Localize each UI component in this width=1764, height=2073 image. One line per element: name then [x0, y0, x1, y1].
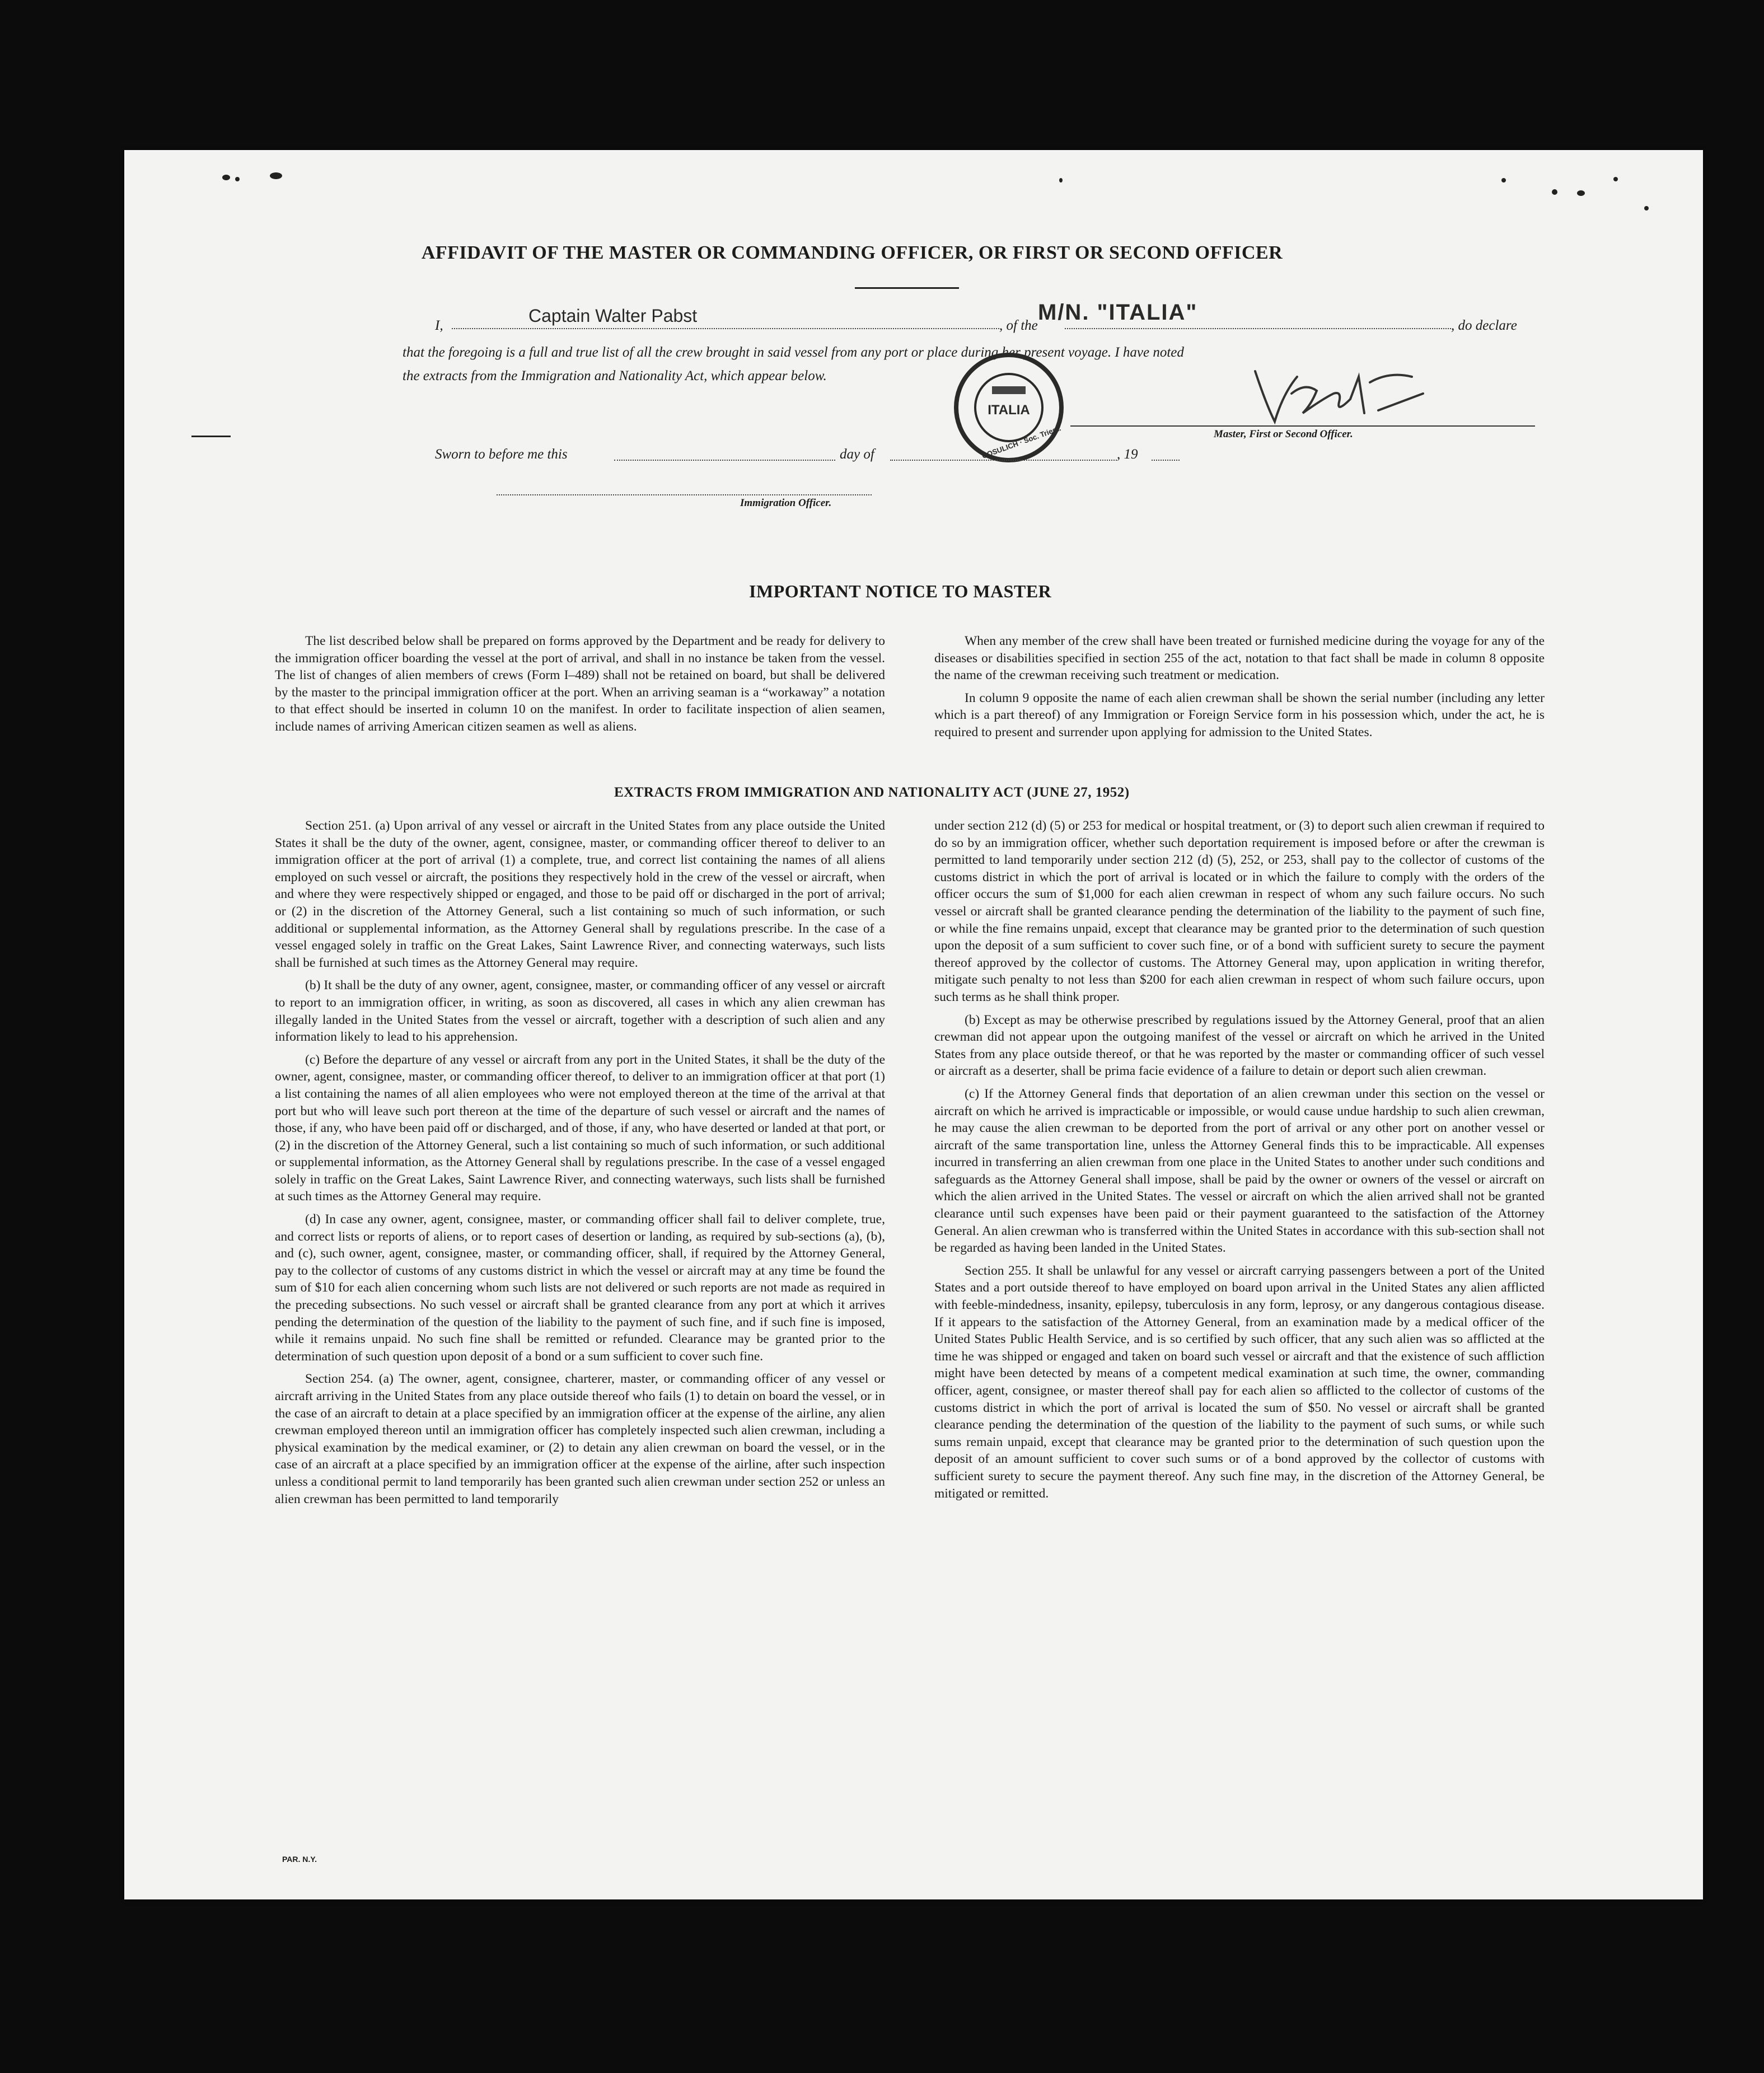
section-255: Section 255. It shall be unlawful for any vessel or aircraft carrying passengers between a port of the United States and a port outside thereof to have employed on board upon arrival in the United States any alien afflicted with feeble-mindedness, insanity, epilepsy, tuberculosis in any form, leprosy, or any dangerous contagious disease. If it appears to the satisfaction of the Attorney General, from an examination made by a medical officer of the United States Public Health Service, and is so certified by such officer, that any such alien was so afflicted at the time he was shipped or engaged and taken on board such vessel or aircraft and that the existence of such affliction might have been detected by means of a competent medical examination at such time, the owner, commanding officer, agent, consignee, or master thereof shall pay for each alien so afflicted to the collector of customs of the customs district in which the port of arrival is located the sum of $50. No vessel or aircraft shall be granted clearance pending the determination of the question of the liability to the payment of such sums, or while such sums remain unpaid, except that clearance may be granted prior to the determination of such question upon the deposit of an amount sufficient to cover such sums or of a bond approved by the collector of customs with sufficient surety to secure the payment thereof. Any such fine may, in the discretion of the Attorney General, be mitigated or remitted. [934, 1263, 1545, 1501]
of-the-label: , of the [999, 318, 1038, 333]
section-254-c: (c) If the Attorney General finds that deportation of an alien crewman under this section on the vessel or aircraft on which he arrived is impracticable or impossible, or would cause undue hardship to such alien crewman, he may cause the alien crewman to be deported from the port of arrival or any other port on another vessel or aircraft of the same transportation line, unless the Attorney General finds this to be impracticable. All expenses incurred in transferring an alien crewman from one place in the United States to another under such conditions and safeguards as the Attorney General shall impose, shall be paid by the owner or owners of the vessel or aircraft on which the alien arrived in the United States. The vessel or aircraft on which the alien arrived shall not be granted clearance until such expenses have been paid or their payment guaranteed to the satisfaction of the Attorney General. An alien crewman who is transferred within the United States in accordance with this sub-section shall not be regarded as having been landed in the United States. [934, 1086, 1545, 1256]
scan-speck [222, 175, 230, 180]
year-blank [1152, 460, 1180, 461]
scan-speck [1552, 189, 1557, 195]
sworn-label: Sworn to before me this [435, 447, 568, 462]
declare-label: , do declare [1451, 318, 1517, 333]
extracts-left-column [275, 817, 885, 1513]
extracts-title: EXTRACTS FROM IMMIGRATION AND NATIONALITY ACT (JUNE 27, 1952) [614, 785, 1130, 800]
day-of-label: day of [840, 447, 874, 462]
master-signature [1244, 360, 1429, 433]
master-name: Captain Walter Pabst [528, 306, 698, 326]
declaration-line-3: the extracts from the Immigration and Nationality Act, which appear below. [403, 368, 827, 383]
i-label: I, [435, 318, 443, 333]
section-251-d: (d) In case any owner, agent, consignee, master, or commanding officer shall fail to deliver complete, true, and correct lists or reports of aliens, or to report cases of desertion or landing, as required by sub-sections (a), (b), and (c), such owner, agent, consignee, master, or commanding officer, shall, if required by the Attorney General, pay to the collector of customs of any customs district in which the vessel or aircraft may at any time be found the sum of $10 for each alien concerning whom such lists are not delivered or such reports are not made as required in the preceding subsections. No such vessel or aircraft shall be granted clearance from any port at which it arrives pending the determination of the question of the liability to the payment of such fine, and if such fine is imposed, while it remains unpaid. No such fine shall be remitted or refunded. Clearance may be granted prior to the determination of such question upon deposit of a bond or a sum sufficient to cover such fine. [275, 1212, 885, 1364]
vessel-blank [1065, 328, 1451, 329]
title-divider [855, 287, 959, 289]
notice-title: IMPORTANT NOTICE TO MASTER [749, 581, 1052, 601]
printer-mark: PAR. N.Y. [282, 1855, 317, 1864]
notice-right-column [934, 633, 1545, 747]
vessel-stamp [953, 352, 1065, 464]
scan-speck [235, 177, 240, 181]
notice-left-column [275, 633, 885, 741]
scan-speck [270, 172, 282, 179]
section-254-a-continued: under section 212 (d) (5) or 253 for medical or hospital treatment, or (3) to deport such alien crewman if required to do so by an immigration officer, whether such deportation requirement is imposed before or after the crewman is permitted to land temporarily under section 212 (d) (5), 252, or 253, shall pay to the collector of customs of the customs district in which the port of arrival is located or in which the failure to comply with the orders of the officer occurs the sum of $1,000 for each alien crewman in respect of whom any such failure occurs. No such vessel or aircraft shall be granted clearance pending the determination of the liability to the payment of such fine, or while the fine remains unpaid, except that clearance may be granted prior to the determination of such question upon the deposit of a sum sufficient to cover such fine, or of a bond with sufficient surety to secure the payment thereof approved by the collector of customs. The Attorney General may, upon application in writing therefor, mitigate such penalty to not less than $200 for each alien crewman in respect of whom such failure occurs, upon such terms as he shall think proper. [934, 818, 1545, 1004]
stamp-ship-name: ITALIA [988, 403, 1030, 418]
scan-speck [1644, 206, 1649, 210]
notice-left-paragraph: The list described below shall be prepared on forms approved by the Department and be ready for delivery to the immigration officer boarding the vessel at the port of arrival, and shall in no instance be taken from the vessel. The list of changes of alien members of crews (Form I–489) shall not be retained on board, but shall be delivered by the master to the principal immigration officer at the port. When an arriving seaman is a “workaway” a notation to that effect should be inserted in column 10 on the manifest. In order to facilitate inspection of alien seamen, include names of arriving American citizen seamen as well as aliens. [275, 634, 885, 734]
scan-speck [191, 436, 231, 437]
document-page [124, 150, 1703, 1899]
section-254-b: (b) Except as may be otherwise prescribed by regulations issued by the Attorney General, proof that an alien crewman did not appear upon the outgoing manifest of the vessel or aircraft on which he arrived in the United States from any place outside thereof, or that he was reported by the master or commanding officer of such vessel or aircraft as a deserter, shall be prima facie evidence of a failure to detain or deport such alien crewman. [934, 1012, 1545, 1079]
section-251-b: (b) It shall be the duty of any owner, agent, consignee, master, or commanding officer of any vessel or aircraft to report to an immigration officer, in writing, as soon as discovered, all cases in which any alien crewman has illegally landed in the United States from the vessel or aircraft, together with a description of such alien and any information likely to lead to his apprehension. [275, 978, 885, 1045]
section-251-a: Section 251. (a) Upon arrival of any vessel or aircraft in the United States from any place outside the United States it shall be the duty of the owner, agent, consignee, master, or commanding officer thereof to deliver to an immigration officer at the port of arrival (1) a complete, true, and correct list containing the names of all aliens employed on such vessel or aircraft, the positions they respectively hold in the crew of the vessel or aircraft, when and where they were respectively shipped or engaged, and those to be paid off or discharged in the port of arrival; or (2) in the discretion of the Attorney General, such a list containing so much of such information, or such additional or supplemental information, as the Attorney General shall by regulations prescribe. In the case of a vessel engaged solely in traffic on the Great Lakes, Saint Lawrence River, and connecting waterways, such lists shall be furnished at such times as the Attorney General may require. [275, 818, 885, 970]
notice-right-paragraph-1: When any member of the crew shall have been treated or furnished medicine during the voyage for any of the diseases or disabilities specified in section 255 of the act, notation to that fact shall be made in column 8 opposite the name of the crewman receiving such treatment or medication. [934, 634, 1545, 683]
month-blank [890, 460, 1117, 461]
signature-caption: Master, First or Second Officer. [1214, 428, 1353, 440]
stamp-ring-text: COSULICH · Soc. Triest. [980, 424, 1062, 461]
scan-speck [1613, 177, 1618, 181]
declaration-line-2: that the foregoing is a full and true list of all the crew brought in said vessel from any port or place during her present voyage. I have noted [403, 345, 1184, 360]
scan-speck [1577, 190, 1585, 196]
section-251-c: (c) Before the departure of any vessel or aircraft from any port in the United States, it shall be the duty of the owner, agent, consignee, master, or commanding officer thereof, to deliver to an immigration officer at that port (1) a list containing the names of all alien employees who were not employed thereon at the time of the arrival at that port but who will leave such port thereon at the time of the departure of such vessel or aircraft and the names of those, if any, who have been paid off or discharged, and of those, if any, who have deserted or landed at that port, or (2) in the discretion of the Attorney General, such a list containing so much of such information, or such additional or supplemental information, as the Attorney General shall by regulations prescribe. In the case of a vessel engaged solely in traffic on the Great Lakes, Saint Lawrence River, and connecting waterways, such lists shall be furnished at such times as the Attorney General may require. [275, 1052, 885, 1204]
section-254-a: Section 254. (a) The owner, agent, consignee, charterer, master, or commanding officer of any vessel or aircraft arriving in the United States from any place outside thereof who fails (1) to detain on board the vessel, or in the case of an aircraft to detain at a place specified by an immigration officer at the expense of the airline, any alien crewman employed thereon until an immigration officer has completely inspected such alien crewman, including a physical examination by the medical examiner, or (2) to detain any alien crewman on board the vessel, or in the case of an aircraft at a place specified by an immigration officer at the expense of the airline, after such inspection unless a conditional permit to land temporarily has been granted such alien crewman under section 252 or unless an alien crewman has been permitted to land temporarily [275, 1372, 885, 1506]
year-label: , 19 [1117, 447, 1138, 462]
officer-blank [497, 494, 872, 495]
scan-speck [1059, 178, 1063, 183]
vessel-name: M/N. "ITALIA" [1038, 300, 1198, 325]
officer-caption: Immigration Officer. [740, 497, 832, 509]
name-blank [452, 328, 999, 329]
extracts-right-column [934, 817, 1545, 1508]
sworn-blank [614, 460, 835, 461]
notice-right-paragraph-2: In column 9 opposite the name of each alien crewman shall be shown the serial number (including any letter which is a part thereof) of any Immigration or Foreign Service form in his possession which, under the act, he is required to present and surrender upon applying for admission to the United States. [934, 690, 1545, 740]
scan-speck [1501, 178, 1506, 183]
affidavit-title: AFFIDAVIT OF THE MASTER OR COMMANDING OFFICER, OR FIRST OR SECOND OFFICER [421, 242, 1283, 263]
